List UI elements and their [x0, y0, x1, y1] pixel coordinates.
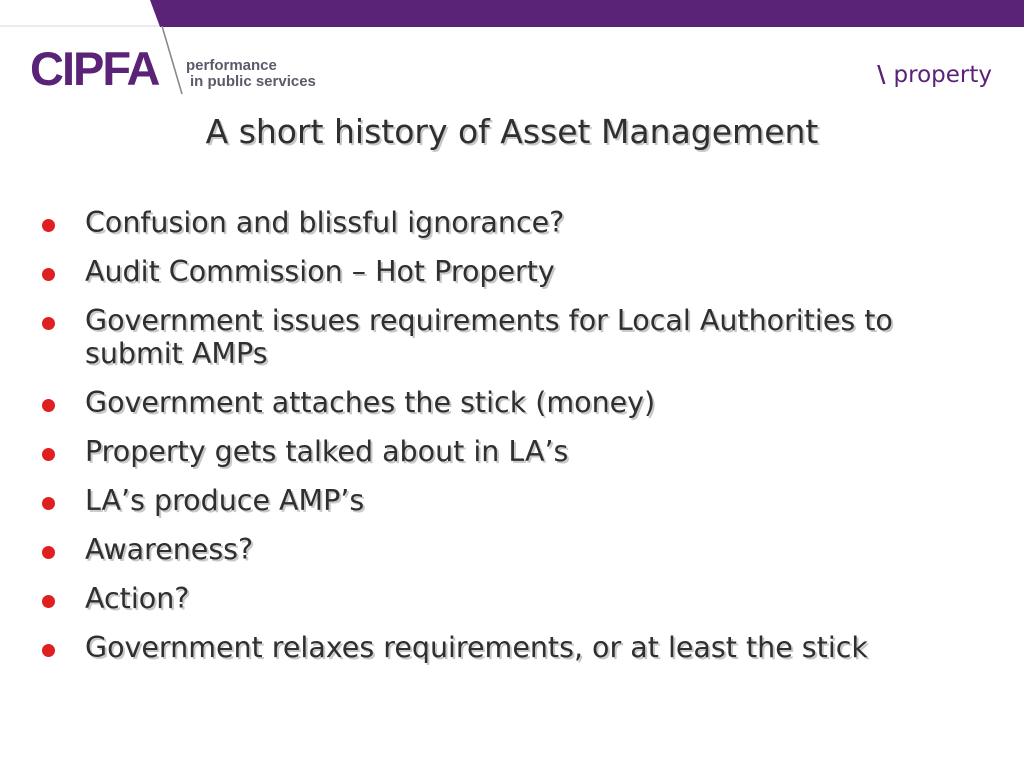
bullet-item [40, 484, 970, 517]
bullet-text: Audit Commission – Hot Property [85, 255, 555, 288]
bullet-list [40, 206, 970, 680]
bullet-text: Government issues requirements for Local Authorities to submit AMPs [85, 304, 893, 370]
bullet-dot-icon [42, 268, 55, 281]
bullet-item [40, 255, 970, 288]
bullet-text: Confusion and blissful ignorance? [85, 206, 565, 239]
bullet-dot-icon [42, 546, 55, 559]
slide-title: A short history of Asset Management [205, 112, 819, 151]
bullet-item [40, 304, 970, 370]
logo-wordmark: CIPFA [30, 42, 159, 95]
bullet-item [40, 206, 970, 239]
section-slash: \ [877, 62, 886, 88]
bullet-dot-icon [42, 497, 55, 510]
logo-tagline [186, 58, 316, 90]
bullet-item [40, 631, 970, 664]
bullet-item [40, 386, 970, 419]
section-label [877, 60, 992, 90]
bullet-item [40, 582, 970, 615]
logo-tagline-line1: performance [186, 57, 277, 74]
top-band [0, 0, 1024, 28]
bullet-item [40, 533, 970, 566]
logo-tagline-line2: in public services [190, 73, 316, 90]
bullet-dot-icon [42, 595, 55, 608]
bullet-text: Property gets talked about in LA’s [85, 435, 569, 468]
bullet-text: LA’s produce AMP’s [85, 484, 365, 517]
bullet-text: Awareness? [85, 533, 254, 566]
bullet-dot-icon [42, 644, 55, 657]
bullet-dot-icon [42, 448, 55, 461]
bullet-dot-icon [42, 219, 55, 232]
bullet-item [40, 435, 970, 468]
bullet-dot-icon [42, 317, 55, 330]
bullet-dot-icon [42, 399, 55, 412]
bullet-text: Action? [85, 582, 190, 615]
section-label-text: property [893, 62, 992, 88]
bullet-text: Government relaxes requirements, or at least the stick [85, 631, 868, 664]
bullet-text: Government attaches the stick (money) [85, 386, 656, 419]
